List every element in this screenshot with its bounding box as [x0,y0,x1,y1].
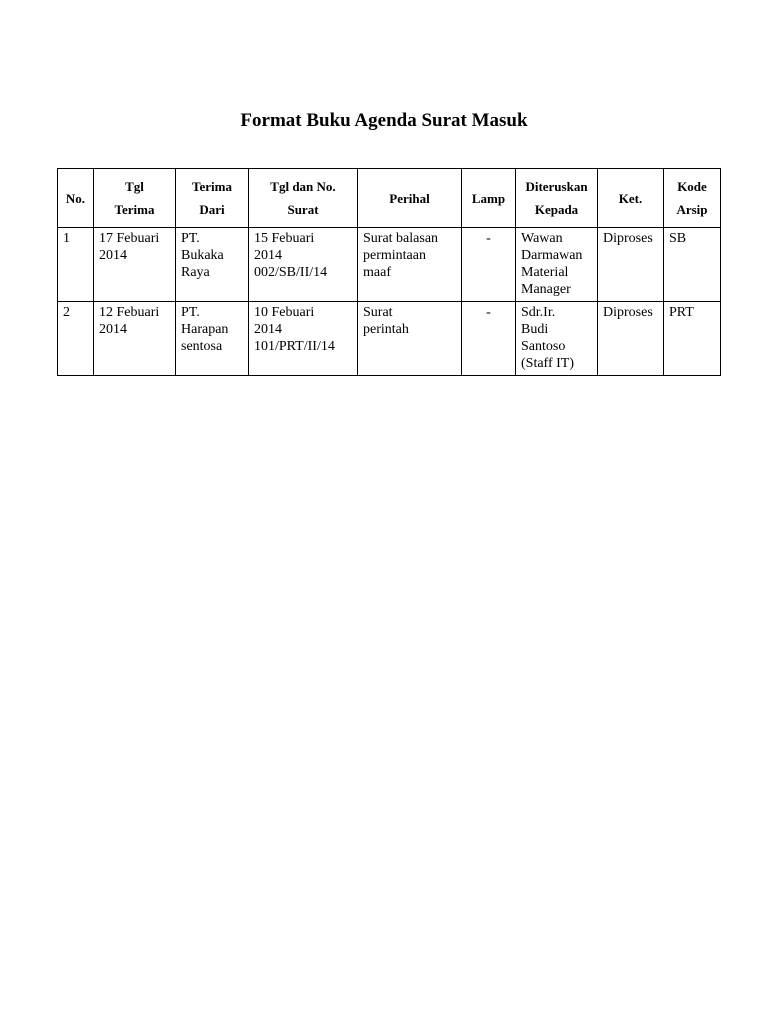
header-tgl-terima [94,169,176,228]
cell-line: Harapan [181,322,229,337]
header-tgl-dan-no-surat-line: Tgl dan No. [270,179,336,194]
header-no-line: No. [65,190,86,206]
cell-line: sentosa [181,339,223,354]
cell-line: 2014 [99,322,127,337]
header-tgl-terima-line: Terima [114,202,155,217]
cell-line: Wawan [521,231,563,246]
cell-line: PT. [181,305,200,320]
header-ket [598,169,664,228]
cell-line: 2 [63,305,70,320]
cell-line: Surat [363,305,393,320]
cell-line: Sdr.Ir. [521,305,556,320]
header-diteruskan-kepada-line: Diteruskan [525,179,588,194]
cell-line: Santoso [521,339,566,354]
header-terima-dari-line: Dari [199,202,225,217]
header-terima-dari [176,169,249,228]
header-no [58,169,94,228]
cell-line: 1 [63,231,70,246]
cell-tgl-terima [94,302,176,376]
cell-kode-arsip [664,228,721,302]
cell-line: 2014 [254,322,282,337]
cell-line: permintaan [363,248,426,263]
header-tgl-dan-no-surat [249,169,358,228]
header-kode-arsip-line: Arsip [676,202,708,217]
header-row [58,169,721,228]
document-title: Format Buku Agenda Surat Masuk [240,110,528,131]
cell-tgl-terima [94,228,176,302]
cell-kode-arsip [664,302,721,376]
cell-line: SB [669,231,687,246]
cell-line: 10 Febuari [254,305,315,320]
cell-line: Budi [521,322,549,337]
cell-line: - [486,305,491,320]
cell-line: Diproses [603,305,653,320]
header-tgl-terima-line: Tgl [125,179,144,194]
cell-diteruskan-kepada [516,228,598,302]
cell-lamp [462,228,516,302]
cell-line: - [486,231,491,246]
cell-line: 002/SB/II/14 [254,265,328,280]
cell-tgl-dan-no-surat [249,302,358,376]
cell-line: 101/PRT/II/14 [254,339,335,354]
table-row [58,302,721,376]
cell-ket [598,228,664,302]
cell-line: PT. [181,231,200,246]
header-ket-line: Ket. [618,190,643,206]
cell-perihal [358,302,462,376]
cell-no [58,228,94,302]
cell-tgl-dan-no-surat [249,228,358,302]
cell-ket [598,302,664,376]
cell-line: Diproses [603,231,653,246]
header-tgl-dan-no-surat-line: Surat [287,202,319,217]
cell-perihal [358,228,462,302]
header-terima-dari-line: Terima [192,179,232,194]
cell-line: Bukaka [181,248,224,263]
cell-terima-dari [176,302,249,376]
cell-line: Material [521,265,569,280]
cell-line: 15 Febuari [254,231,315,246]
cell-line: PRT [669,305,694,320]
cell-line: perintah [363,322,409,337]
header-kode-arsip-line: Kode [677,179,707,194]
header-diteruskan-kepada [516,169,598,228]
cell-line: Surat balasan [363,231,439,246]
cell-line: (Staff IT) [521,356,574,371]
cell-diteruskan-kepada [516,302,598,376]
header-perihal [358,169,462,228]
header-lamp-line: Lamp [471,190,506,206]
cell-no [58,302,94,376]
cell-line: 17 Febuari [99,231,160,246]
cell-line: 2014 [99,248,127,263]
cell-line: 2014 [254,248,282,263]
cell-line: Darmawan [521,248,583,263]
cell-line: maaf [363,265,391,280]
header-perihal-line: Perihal [389,190,430,206]
cell-lamp [462,302,516,376]
agenda-table [57,168,721,376]
cell-line: 12 Febuari [99,305,160,320]
header-diteruskan-kepada-line: Kepada [534,202,579,217]
header-lamp [462,169,516,228]
cell-line: Manager [521,282,571,297]
header-kode-arsip [664,169,721,228]
table-row [58,228,721,302]
cell-terima-dari [176,228,249,302]
cell-line: Raya [181,265,210,280]
